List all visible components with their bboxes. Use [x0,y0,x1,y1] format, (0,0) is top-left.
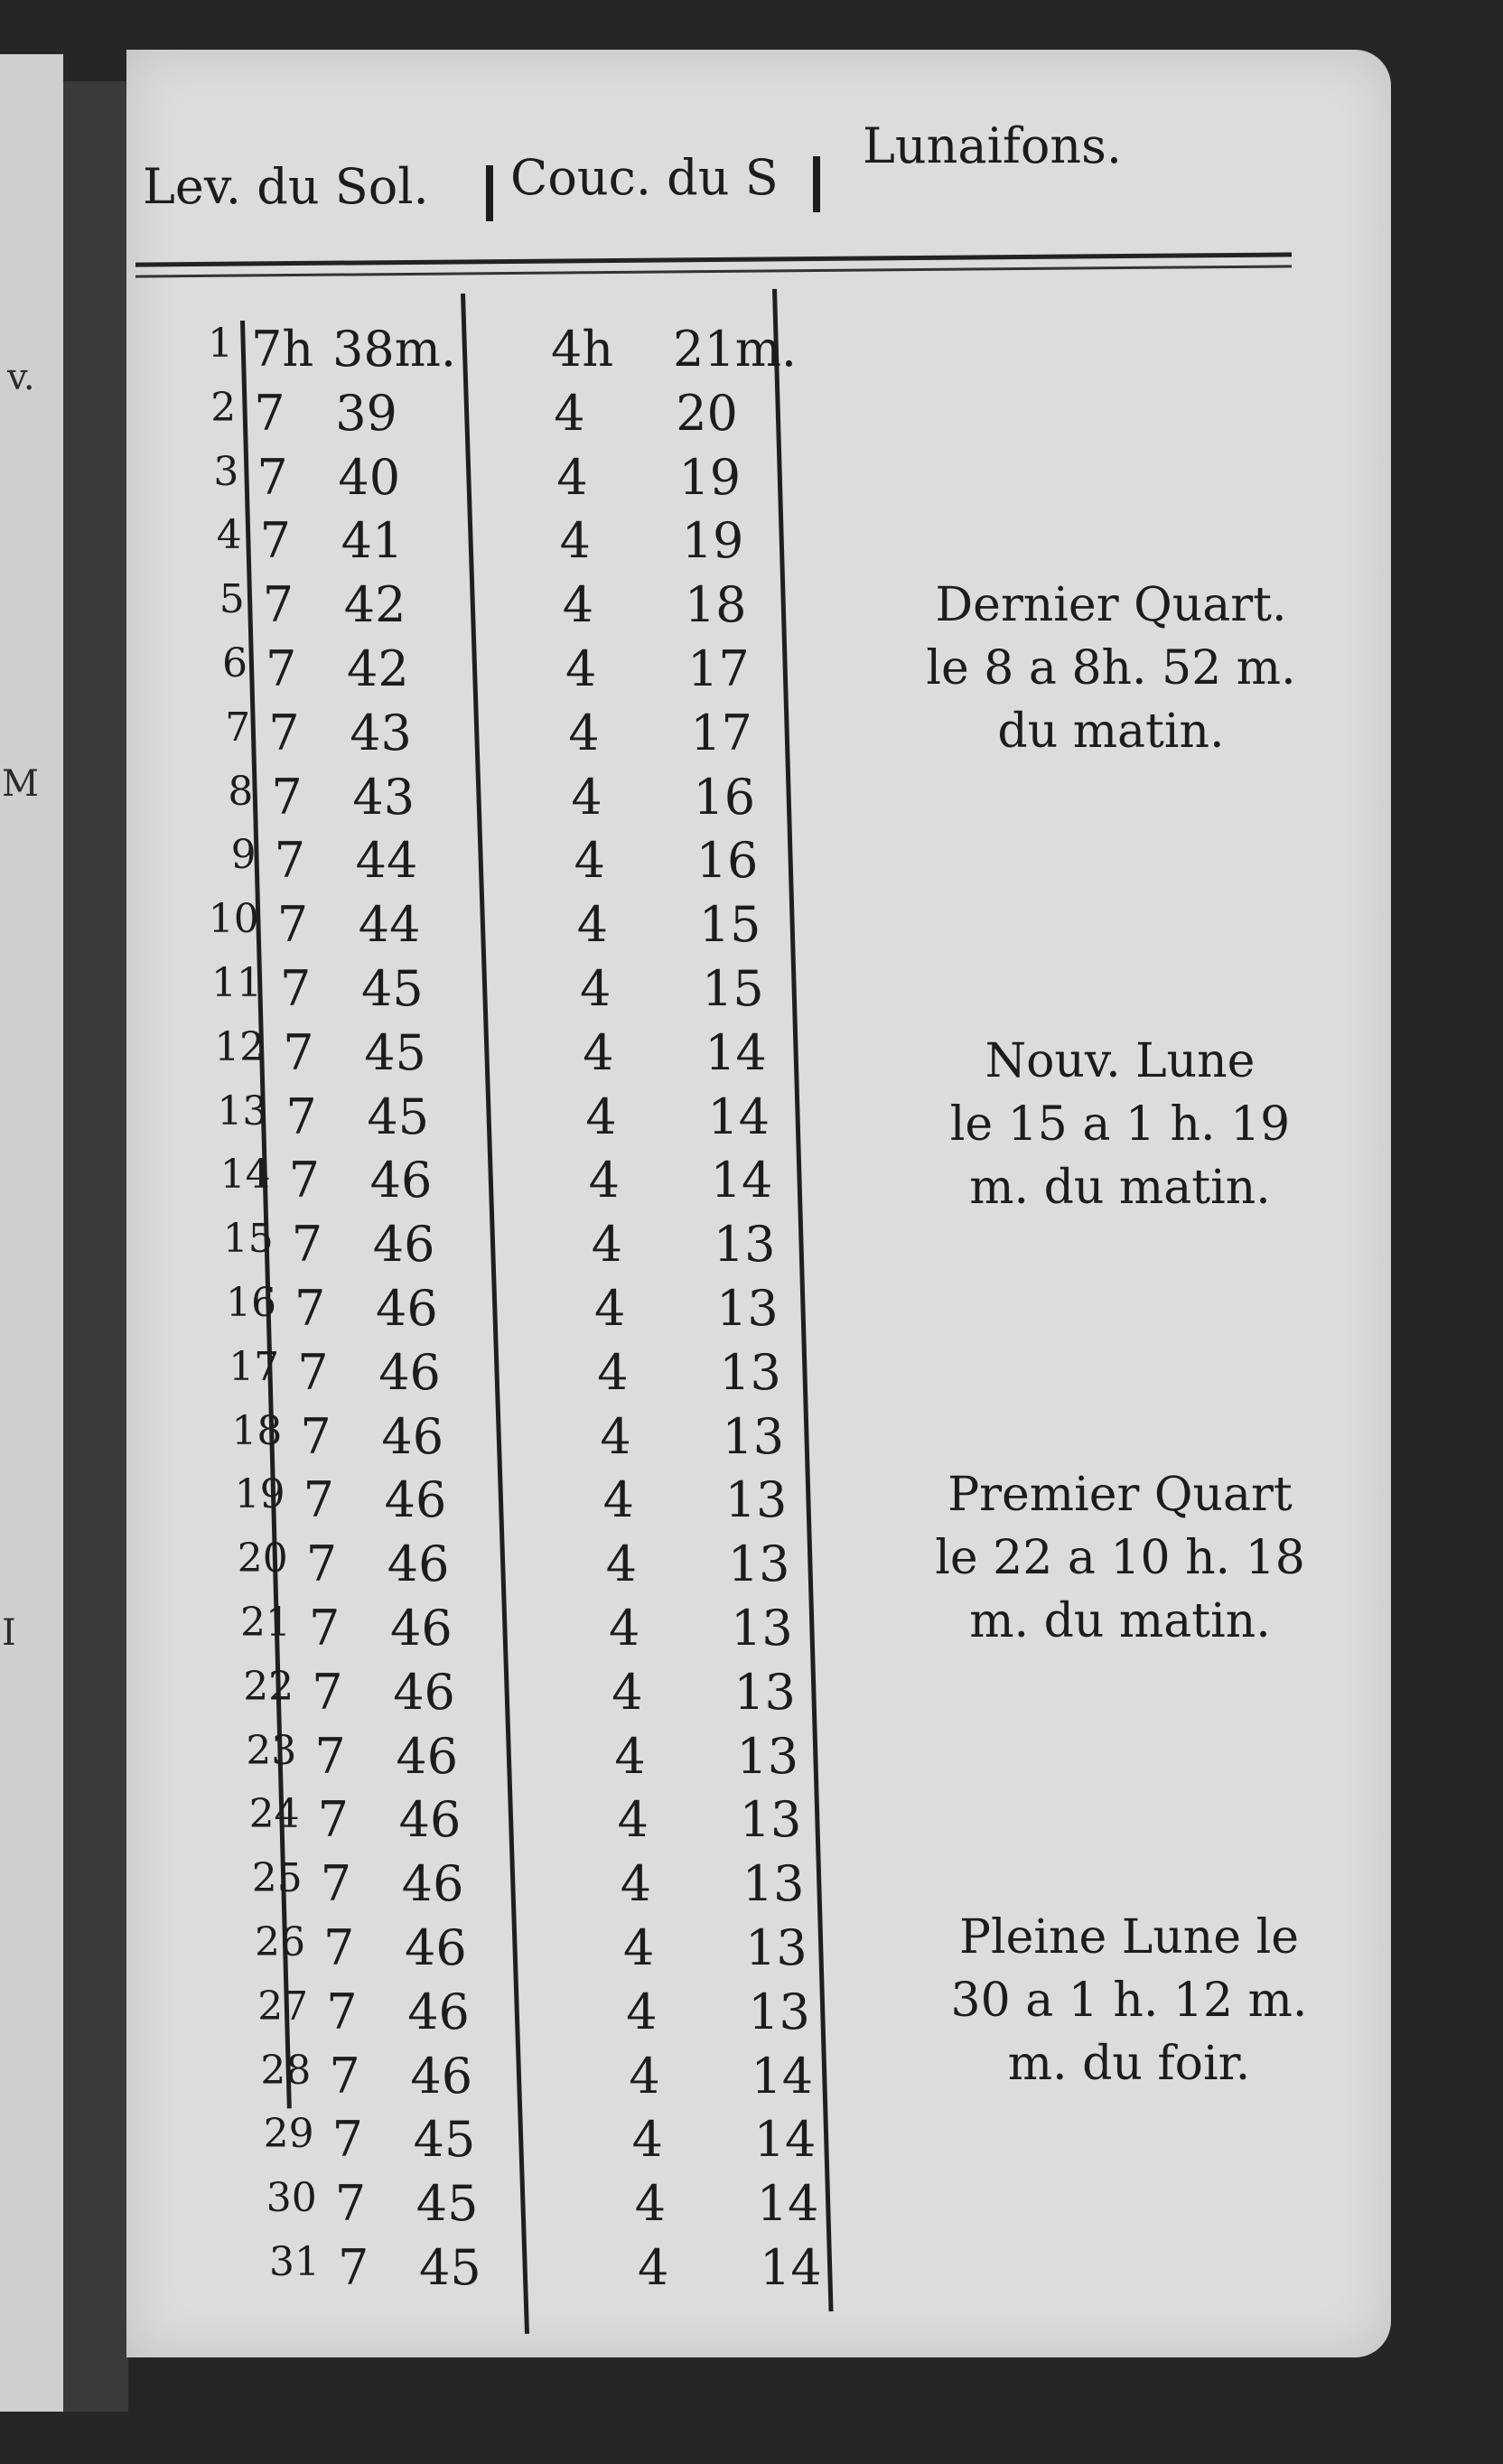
sunrise-minutes: 45 [361,960,424,1017]
day-number: 31 [269,2239,320,2285]
lunation-line: Nouv. Lune [985,1034,1256,1088]
sunset-minutes: 13 [719,1343,781,1401]
table-row [179,1471,992,1535]
sunrise-hour: 7 [331,2111,363,2169]
day-number: 14 [219,1152,271,1199]
sunrise-hour: 7 [320,1855,352,1913]
day-number: 20 [237,1535,288,1582]
lunation-line: Pleine Lune le [958,1910,1300,1965]
sunrise-minutes: 40 [338,448,401,506]
sunrise-hour: 7 [326,1983,358,2040]
sunrise-minutes: 42 [343,576,406,634]
sunset-minutes: 14 [710,1152,773,1209]
sunrise-minutes: 45 [419,2239,481,2296]
sunset-hour: 4 [580,960,611,1017]
sunset-hour: 4 [559,512,591,570]
day-number: 19 [234,1471,285,1518]
sunrise-hour: 7 [338,2239,369,2296]
table-row [158,1024,971,1087]
table-row [213,2239,1026,2302]
lunation-line: m. du matin. [969,1161,1271,1215]
sunset-minutes: 13 [722,1407,785,1465]
day-number: 6 [222,640,247,686]
sunrise-minutes: 46 [393,1663,455,1721]
sunrise-minutes: 39 [335,384,397,442]
table-row [208,2111,1021,2174]
sunrise-hour: 7 [276,896,309,954]
sunset-hour: 4 [614,1727,646,1785]
sunrise-hour: 7 [271,768,303,826]
day-number: 13 [217,1087,268,1134]
day-number: 3 [213,448,239,495]
sunset-minutes: 19 [678,448,742,506]
table-row [196,1855,1009,1918]
day-number: 24 [248,1791,300,1838]
sunset-hour: 4 [609,1600,640,1657]
sunrise-hour: 7 [285,1087,317,1145]
day-number: 4 [216,512,242,559]
sunset-hour: 4 [638,2239,669,2296]
table-row [187,1664,1000,1727]
sunset-minutes: 14 [753,2111,817,2169]
facing-page-fragment: I [2,1612,16,1654]
day-number: 27 [257,1983,309,2030]
sunrise-hour: 7 [329,2047,360,2105]
sunrise-hour: 7 [312,1663,343,1721]
table-row [182,1535,994,1599]
facing-page-fragment: M [2,763,39,805]
sunrise-minutes: 46 [396,1727,459,1785]
sunrise-minutes: 46 [378,1343,441,1401]
sunrise-hour: 7 [268,704,300,761]
sunset-minutes: 15 [698,896,761,954]
lunation-new-moon [885,1030,1355,1219]
sunrise-hour: 7 [274,832,305,890]
sunset-minutes: 16 [693,768,756,826]
sunrise-hour: 7 [294,1280,326,1337]
sunset-minutes: 18 [684,576,747,634]
header-sunrise: Lev. du Sol. [143,158,429,215]
sunset-hour: 4 [617,1791,649,1849]
sunrise-minutes: 46 [405,1919,467,1976]
sunset-minutes: 13 [727,1535,790,1593]
day-number: 16 [226,1280,276,1326]
sunset-hour: 4 [591,1216,623,1274]
day-number: 23 [246,1727,297,1774]
day-number: 5 [219,576,245,623]
sunrise-minutes: 45 [367,1087,430,1145]
table-row [199,1919,1012,1983]
table-row [175,1408,988,1471]
sunset-hour: 4 [576,896,609,954]
day-number: 26 [255,1919,305,1965]
lunation-full-moon [894,1906,1364,2095]
day-number: 22 [243,1663,294,1710]
sunset-minutes: 17 [687,640,750,697]
sunrise-minutes: 46 [410,2047,473,2105]
sunset-hour: 4 [556,448,588,506]
almanac-page [126,50,1391,2357]
lunation-line: m. du foir. [1007,2037,1251,2091]
sunrise-hour: 7 [334,2175,367,2233]
sunrise-minutes: 46 [398,1791,462,1849]
sunrise-hour: 7 [266,640,297,697]
sunset-minutes: 14 [705,1023,767,1081]
sunrise-minutes: 45 [364,1023,426,1081]
sunset-hour: 4 [626,1983,658,2040]
sunrise-minutes: 46 [381,1407,444,1465]
header-divider [813,156,820,212]
sunrise-minutes: 43 [352,768,415,826]
sunset-minutes: 13 [748,1983,810,2040]
sunrise-hour: 7 [254,384,285,442]
sunrise-hour: 7 [314,1727,346,1785]
sunset-hour: 4 [594,1280,626,1337]
sunset-hour: 4 [631,2111,663,2169]
table-row [138,576,951,639]
sunset-hour: 4 [574,832,605,890]
header-rule [135,265,1292,277]
sunset-hour: 4 [634,2175,667,2233]
table-row [153,896,966,959]
sunset-hour: 4 [605,1535,638,1593]
day-number: 29 [263,2111,314,2158]
sunrise-minutes: 42 [347,640,409,697]
sunset-hour: 4 [554,384,585,442]
sunrise-minutes: 45 [413,2111,476,2169]
sunset-hour: 4 [565,640,597,697]
table-row [144,705,957,768]
sunset-minutes: 21m. [673,321,798,378]
sunrise-hour: 7h [251,321,314,378]
day-number: 21 [240,1600,291,1646]
sunrise-minutes: 46 [401,1855,464,1913]
facing-page-edge [0,54,63,2412]
sunrise-hour: 7 [297,1343,329,1401]
header-sunset: Couc. du S [510,149,779,206]
sunset-hour: 4 [597,1343,629,1401]
day-number: 18 [231,1407,283,1454]
table-row [132,449,945,512]
lunation-line: du matin. [997,705,1225,759]
sunrise-minutes: 38m. [332,321,457,378]
sunset-hour: 4 [562,576,594,634]
day-number: 10 [208,896,259,943]
sunrise-minutes: 44 [358,896,421,954]
sunset-minutes: 14 [756,2175,819,2233]
sunrise-hour: 7 [317,1791,349,1849]
table-row [155,960,968,1023]
sunrise-hour: 7 [280,960,312,1017]
sunset-minutes: 13 [736,1727,799,1785]
sunset-minutes: 13 [742,1855,805,1913]
sunrise-minutes: 41 [341,512,404,570]
sunset-minutes: 13 [731,1600,793,1657]
sunset-hour: 4 [583,1023,614,1081]
table-row [150,832,963,895]
sunrise-minutes: 46 [387,1535,450,1593]
sunrise-minutes: 46 [369,1152,433,1209]
sunrise-minutes: 44 [355,832,418,890]
day-number: 17 [229,1343,280,1390]
book-binding [63,81,128,2412]
day-number: 8 [228,768,254,815]
day-number: 15 [222,1216,274,1263]
table-row [129,385,942,448]
lunation-first-quarter [885,1463,1355,1653]
day-number: 1 [208,321,233,367]
lunation-line: Premier Quart [948,1468,1293,1522]
lunation-line: 30 a 1 h. 12 m. [950,1974,1308,2028]
table-row [170,1280,983,1343]
sunrise-hour: 7 [283,1023,314,1081]
table-row [146,769,959,832]
sunrise-hour: 7 [309,1600,341,1657]
lunation-line: le 8 a 8h. 52 m. [926,641,1296,695]
table-row [201,1983,1014,2047]
facing-page-fragment: v. [7,357,35,398]
sunrise-minutes: 46 [384,1471,447,1529]
lunation-line: Dernier Quart. [935,578,1287,632]
table-row [210,2175,1023,2238]
sunrise-hour: 7 [291,1216,323,1274]
sunset-hour: 4 [602,1471,634,1529]
day-number: 2 [210,384,237,431]
sunrise-minutes: 46 [407,1983,470,2040]
day-number: 7 [225,704,251,751]
sunset-minutes: 13 [724,1471,788,1529]
sunset-minutes: 14 [751,2047,814,2105]
sunset-hour: 4 [588,1152,620,1209]
sunrise-minutes: 46 [390,1600,453,1657]
table-row [173,1344,985,1407]
table-row [193,1791,1006,1854]
sunset-minutes: 13 [745,1919,808,1976]
sunrise-hour: 7 [259,512,291,570]
header-lunations: Lunaifons. [863,117,1123,174]
table-row [164,1152,977,1215]
header-divider [486,165,493,221]
sunrise-minutes: 46 [372,1216,435,1274]
sunset-hour: 4 [568,704,600,761]
day-number: 28 [260,2047,312,2094]
table-row [167,1216,980,1279]
sunset-minutes: 13 [713,1216,776,1274]
sunrise-minutes: 46 [376,1280,438,1337]
lunation-last-quarter [885,574,1337,763]
sunrise-hour: 7 [257,448,288,506]
sunset-minutes: 16 [695,832,759,890]
sunrise-hour: 7 [305,1535,338,1593]
sunrise-hour: 7 [303,1471,334,1529]
sunset-minutes: 13 [733,1663,796,1721]
table-row [126,321,939,384]
day-number: 12 [214,1023,266,1070]
table-row [190,1728,1003,1791]
sunrise-hour: 7 [262,576,294,634]
day-number: 11 [211,960,262,1006]
sunset-minutes: 15 [702,960,764,1017]
sunset-minutes: 19 [681,512,744,570]
sunset-minutes: 17 [690,704,752,761]
table-row [161,1088,974,1152]
sunrise-hour: 7 [300,1407,331,1465]
sunset-hour: 4 [620,1855,652,1913]
sunset-hour: 4 [629,2047,660,2105]
day-number: 25 [251,1855,303,1902]
sunset-minutes: 14 [707,1087,770,1145]
table-row [141,640,954,704]
table-row [135,512,948,575]
sunrise-hour: 7 [288,1152,320,1209]
sunrise-hour: 7 [323,1919,355,1976]
sunset-minutes: 14 [760,2239,822,2296]
sunset-minutes: 13 [739,1791,802,1849]
lunation-line: le 22 a 10 h. 18 [935,1531,1305,1585]
sunset-minutes: 20 [676,384,738,442]
sunset-hour: 4 [623,1919,655,1976]
lunation-line: m. du matin. [969,1594,1271,1648]
sunset-hour: 4 [600,1407,631,1465]
day-number: 9 [230,832,257,879]
sunset-hour: 4 [611,1663,643,1721]
sunrise-minutes: 45 [415,2175,479,2233]
sunset-minutes: 13 [716,1280,779,1337]
sunset-hour: 4 [585,1087,617,1145]
table-row [184,1600,997,1663]
sunrise-minutes: 43 [350,704,412,761]
day-number: 30 [266,2175,317,2222]
header-rule [135,252,1292,266]
sunset-hour: 4 [571,768,602,826]
lunation-line: le 15 a 1 h. 19 [949,1097,1291,1152]
sunset-hour: 4h [551,321,614,378]
